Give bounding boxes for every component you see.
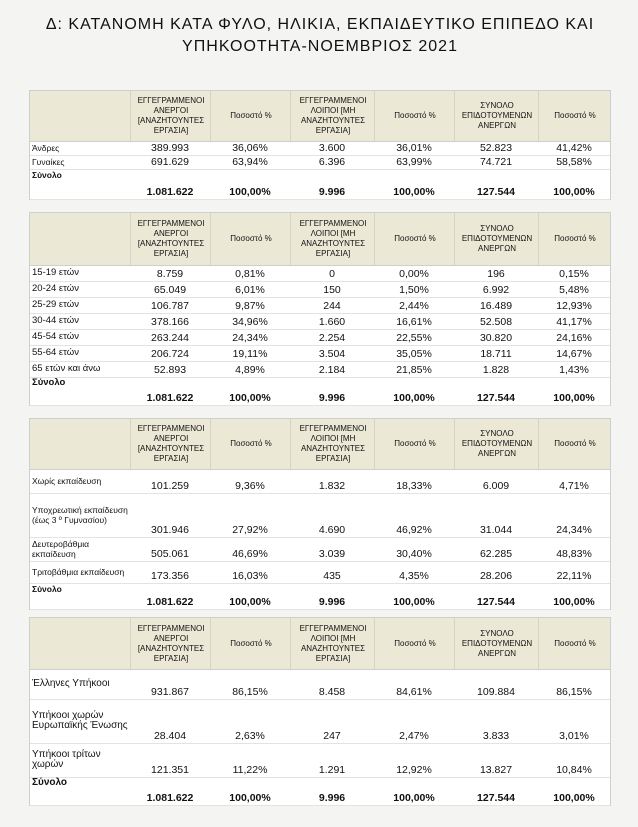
table-header: [30, 91, 610, 142]
percentage-cell: 24,34%: [232, 332, 268, 344]
percentage-cell: 16,61%: [396, 316, 432, 328]
percentage-cell: 9,87%: [235, 300, 265, 312]
percentage-cell: 2,63%: [235, 730, 265, 742]
value-cell: 127.544: [477, 392, 515, 404]
value-cell: 9.996: [318, 792, 346, 804]
value-cell: 931.867: [151, 686, 189, 698]
table-header: [30, 419, 610, 470]
value-cell: 8.458: [318, 686, 346, 698]
value-cell: 9.996: [318, 392, 346, 404]
percentage-cell: 22,55%: [396, 332, 432, 344]
header-subsidized-total: ΣΥΝΟΛΟ ΕΠΙΔΟΤΟΥΜΕΝΩΝ ΑΝΕΡΓΩΝ: [454, 618, 539, 669]
percentage-cell: 48,83%: [556, 548, 592, 560]
percentage-cell: 100,00%: [553, 792, 595, 804]
percentage-cell: 100,00%: [229, 792, 271, 804]
header-registered-unemployed: ΕΓΓΕΓΡΑΜΜΕΝΟΙ ΑΝΕΡΓΟΙ [ΑΝΑΖΗΤΟΥΝΤΕΣ ΕΡΓΑΣΙΑ]: [130, 618, 211, 669]
value-cell: 62.285: [479, 548, 513, 560]
table-row: [30, 669, 610, 700]
row-label: 20-24 ετών: [32, 283, 79, 294]
value-cell: 6.009: [482, 480, 510, 492]
percentage-cell: 41,17%: [556, 316, 592, 328]
percentage-cell: 2,47%: [399, 730, 429, 742]
value-cell: 196: [487, 268, 505, 280]
table-row: [30, 265, 610, 282]
title-line-2: ΥΠΗΚΟΟΤΗΤΑ-ΝΟΕΜΒΡΙΟΣ 2021: [182, 38, 458, 55]
header-registered-other: ΕΓΓΕΓΡΑΜΜΕΝΟΙ ΛΟΙΠΟΙ [ΜΗ ΑΝΑΖΗΤΟΥΝΤΕΣ ΕΡΓΑΣΙΑ]: [290, 213, 375, 265]
value-cell: 505.061: [151, 548, 189, 560]
value-cell: 3.833: [482, 730, 510, 742]
header-registered-unemployed: ΕΓΓΕΓΡΑΜΜΕΝΟΙ ΑΝΕΡΓΟΙ [ΑΝΑΖΗΤΟΥΝΤΕΣ ΕΡΓΑΣΙΑ]: [130, 419, 211, 469]
value-cell: 150: [323, 284, 341, 296]
value-cell: 3.039: [318, 548, 346, 560]
percentage-cell: 100,00%: [553, 596, 595, 608]
value-cell: 2.254: [318, 332, 346, 344]
value-cell: 0: [329, 268, 335, 280]
row-label: Γυναίκες: [32, 157, 65, 167]
value-cell: 127.544: [477, 792, 515, 804]
percentage-cell: 27,92%: [232, 524, 268, 536]
value-cell: 9.996: [318, 596, 346, 608]
percentage-cell: 2,44%: [399, 300, 429, 312]
percentage-cell: 6,01%: [235, 284, 265, 296]
value-cell: 52.823: [479, 142, 513, 154]
percentage-cell: 36,01%: [396, 142, 432, 154]
value-cell: 18.711: [480, 348, 512, 360]
percentage-cell: 14,67%: [556, 348, 592, 360]
value-cell: 4.690: [318, 524, 346, 536]
header-percentage: Ποσοστό %: [374, 419, 455, 469]
percentage-cell: 1,43%: [559, 364, 589, 376]
value-cell: 206.724: [151, 348, 189, 360]
value-cell: 3.600: [318, 142, 346, 154]
value-cell: 1.081.622: [146, 186, 194, 198]
percentage-cell: 58,58%: [556, 156, 592, 168]
row-label: Χωρίς εκπαίδευση: [32, 476, 102, 486]
header-registered-other: ΕΓΓΕΓΡΑΜΜΕΝΟΙ ΛΟΙΠΟΙ [ΜΗ ΑΝΑΖΗΤΟΥΝΤΕΣ ΕΡΓΑΣΙΑ]: [290, 91, 375, 141]
header-registered-other: ΕΓΓΕΓΡΑΜΜΕΝΟΙ ΛΟΙΠΟΙ [ΜΗ ΑΝΑΖΗΤΟΥΝΤΕΣ ΕΡΓΑΣΙΑ]: [290, 618, 375, 669]
row-label: 65 ετών και άνω: [32, 363, 101, 374]
row-label: 15-19 ετών: [32, 267, 79, 278]
value-cell: 65.049: [153, 284, 187, 296]
percentage-cell: 0,15%: [559, 268, 589, 280]
value-cell: 1.081.622: [146, 792, 194, 804]
percentage-cell: 100,00%: [229, 186, 271, 198]
percentage-cell: 1,50%: [399, 284, 429, 296]
percentage-cell: 12,92%: [396, 764, 432, 776]
table-row: [30, 699, 610, 744]
percentage-cell: 12,93%: [556, 300, 592, 312]
table-row: [30, 281, 610, 298]
percentage-cell: 100,00%: [393, 392, 435, 404]
percentage-cell: 24,34%: [556, 524, 592, 536]
header-subsidized-total: ΣΥΝΟΛΟ ΕΠΙΔΟΤΟΥΜΕΝΩΝ ΑΝΕΡΓΩΝ: [454, 419, 539, 469]
total-row: [30, 169, 610, 200]
header-percentage: Ποσοστό %: [538, 91, 611, 141]
percentage-cell: 63,94%: [232, 156, 268, 168]
table-row: [30, 537, 610, 562]
table-row: [30, 329, 610, 346]
header-subsidized-total: ΣΥΝΟΛΟ ΕΠΙΔΟΤΟΥΜΕΝΩΝ ΑΝΕΡΓΩΝ: [454, 213, 539, 265]
row-label: Υπήκοοι τρίτων χωρών: [32, 749, 101, 770]
value-cell: 3.504: [318, 348, 346, 360]
header-registered-unemployed: ΕΓΓΕΓΡΑΜΜΕΝΟΙ ΑΝΕΡΓΟΙ [ΑΝΑΖΗΤΟΥΝΤΕΣ ΕΡΓΑΣΙΑ]: [130, 91, 211, 141]
total-label: Σύνολο: [32, 170, 62, 180]
table-row: [30, 345, 610, 362]
header-percentage: Ποσοστό %: [210, 618, 291, 669]
value-cell: 378.166: [151, 316, 189, 328]
value-cell: 28.404: [153, 730, 187, 742]
percentage-cell: 16,03%: [232, 570, 268, 582]
table-header: [30, 213, 610, 266]
percentage-cell: 4,35%: [399, 570, 429, 582]
value-cell: 1.291: [318, 764, 346, 776]
table-row: [30, 493, 610, 538]
value-cell: 31.044: [479, 524, 513, 536]
percentage-cell: 100,00%: [553, 186, 595, 198]
percentage-cell: 84,61%: [396, 686, 432, 698]
value-cell: 389.993: [151, 142, 189, 154]
row-label: Δευτεροβάθμια εκπαίδευση: [32, 539, 90, 559]
percentage-cell: 9,36%: [235, 480, 265, 492]
value-cell: 30.820: [479, 332, 513, 344]
table-row: [30, 743, 610, 778]
table-row: [30, 561, 610, 584]
table-block: [29, 617, 611, 806]
value-cell: 9.996: [318, 186, 346, 198]
total-label: Σύνολο: [32, 377, 66, 388]
header-registered-other: ΕΓΓΕΓΡΑΜΜΕΝΟΙ ΛΟΙΠΟΙ [ΜΗ ΑΝΑΖΗΤΟΥΝΤΕΣ ΕΡΓΑΣΙΑ]: [290, 419, 375, 469]
percentage-cell: 86,15%: [232, 686, 268, 698]
header-percentage: Ποσοστό %: [538, 618, 611, 669]
percentage-cell: 22,11%: [556, 570, 592, 582]
document-title: [40, 14, 600, 58]
value-cell: 8.759: [156, 268, 184, 280]
row-label: 55-64 ετών: [32, 347, 79, 358]
value-cell: 127.544: [477, 596, 515, 608]
total-label: Σύνολο: [32, 584, 62, 594]
table-block: [29, 212, 611, 406]
table-block: [29, 90, 611, 200]
percentage-cell: 46,92%: [396, 524, 432, 536]
value-cell: 691.629: [151, 156, 189, 168]
value-cell: 52.508: [479, 316, 513, 328]
percentage-cell: 21,85%: [396, 364, 432, 376]
percentage-cell: 30,40%: [396, 548, 432, 560]
value-cell: 106.787: [151, 300, 189, 312]
value-cell: 173.356: [151, 570, 189, 582]
percentage-cell: 63,99%: [396, 156, 432, 168]
percentage-cell: 100,00%: [553, 392, 595, 404]
percentage-cell: 86,15%: [556, 686, 592, 698]
percentage-cell: 0,00%: [399, 268, 429, 280]
value-cell: 109.884: [477, 686, 515, 698]
total-row: [30, 377, 610, 406]
row-label: 25-29 ετών: [32, 299, 79, 310]
percentage-cell: 4,71%: [559, 480, 589, 492]
value-cell: 28.206: [479, 570, 513, 582]
header-subsidized-total: ΣΥΝΟΛΟ ΕΠΙΔΟΤΟΥΜΕΝΩΝ ΑΝΕΡΓΩΝ: [454, 91, 539, 141]
value-cell: 6.992: [482, 284, 510, 296]
title-line-1: Δ: ΚΑΤΑΝΟΜΗ ΚΑΤΑ ΦΥΛΟ, ΗΛΙΚΙΑ, ΕΚΠΑΙΔΕΥΤΙΚΟ ΕΠΙΠΕΔΟ ΚΑΙ: [45, 16, 595, 33]
header-percentage: Ποσοστό %: [538, 419, 611, 469]
percentage-cell: 5,48%: [559, 284, 589, 296]
value-cell: 121.351: [151, 764, 189, 776]
value-cell: 13.827: [479, 764, 513, 776]
percentage-cell: 11,22%: [232, 764, 268, 776]
percentage-cell: 100,00%: [229, 596, 271, 608]
table-row: [30, 469, 610, 494]
percentage-cell: 41,42%: [556, 142, 592, 154]
percentage-cell: 24,16%: [556, 332, 592, 344]
percentage-cell: 35,05%: [396, 348, 432, 360]
value-cell: 1.832: [318, 480, 346, 492]
percentage-cell: 100,00%: [393, 792, 435, 804]
table-row: [30, 313, 610, 330]
header-registered-unemployed: ΕΓΓΕΓΡΑΜΜΕΝΟΙ ΑΝΕΡΓΟΙ [ΑΝΑΖΗΤΟΥΝΤΕΣ ΕΡΓΑΣΙΑ]: [130, 213, 211, 265]
value-cell: 263.244: [151, 332, 189, 344]
header-percentage: Ποσοστό %: [374, 91, 455, 141]
percentage-cell: 10,84%: [556, 764, 592, 776]
percentage-cell: 100,00%: [393, 596, 435, 608]
row-label: Υποχρεωτική εκπαίδευση (έως 3 º Γυμνασίου): [32, 505, 128, 525]
row-label: Άνδρες: [32, 143, 60, 153]
row-label: Έλληνες Υπήκοοι: [32, 678, 110, 689]
value-cell: 52.893: [153, 364, 187, 376]
row-label: Τριτοβάθμια εκπαίδευση: [32, 567, 125, 577]
percentage-cell: 4,89%: [235, 364, 265, 376]
row-label: 45-54 ετών: [32, 331, 79, 342]
percentage-cell: 46,69%: [232, 548, 268, 560]
total-row: [30, 583, 610, 610]
value-cell: 1.081.622: [146, 392, 194, 404]
header-percentage: Ποσοστό %: [210, 419, 291, 469]
value-cell: 16.489: [479, 300, 513, 312]
value-cell: 244: [323, 300, 341, 312]
percentage-cell: 0,81%: [235, 268, 265, 280]
percentage-cell: 3,01%: [559, 730, 589, 742]
header-percentage: Ποσοστό %: [538, 213, 611, 265]
percentage-cell: 36,06%: [232, 142, 268, 154]
header-percentage: Ποσοστό %: [210, 213, 291, 265]
value-cell: 74.721: [479, 156, 513, 168]
table-header: [30, 618, 610, 670]
value-cell: 127.544: [477, 186, 515, 198]
row-label: 30-44 ετών: [32, 315, 79, 326]
percentage-cell: 100,00%: [393, 186, 435, 198]
value-cell: 1.081.622: [146, 596, 194, 608]
value-cell: 1.660: [318, 316, 346, 328]
value-cell: 301.946: [151, 524, 189, 536]
table-row: [30, 155, 610, 170]
header-percentage: Ποσοστό %: [374, 618, 455, 669]
total-row: [30, 777, 610, 806]
value-cell: 2.184: [318, 364, 346, 376]
percentage-cell: 19,11%: [232, 348, 268, 360]
value-cell: 1.828: [482, 364, 510, 376]
header-percentage: Ποσοστό %: [210, 91, 291, 141]
table-block: [29, 418, 611, 610]
header-percentage: Ποσοστό %: [374, 213, 455, 265]
row-label: Υπήκοοι χωρών Ευρωπαϊκής Ένωσης: [32, 710, 128, 731]
percentage-cell: 18,33%: [396, 480, 432, 492]
value-cell: 435: [323, 570, 341, 582]
value-cell: 101.259: [151, 480, 189, 492]
value-cell: 247: [323, 730, 341, 742]
table-row: [30, 141, 610, 156]
percentage-cell: 34,96%: [232, 316, 268, 328]
table-row: [30, 297, 610, 314]
table-row: [30, 361, 610, 378]
value-cell: 6.396: [318, 156, 346, 168]
total-label: Σύνολο: [32, 777, 68, 788]
percentage-cell: 100,00%: [229, 392, 271, 404]
